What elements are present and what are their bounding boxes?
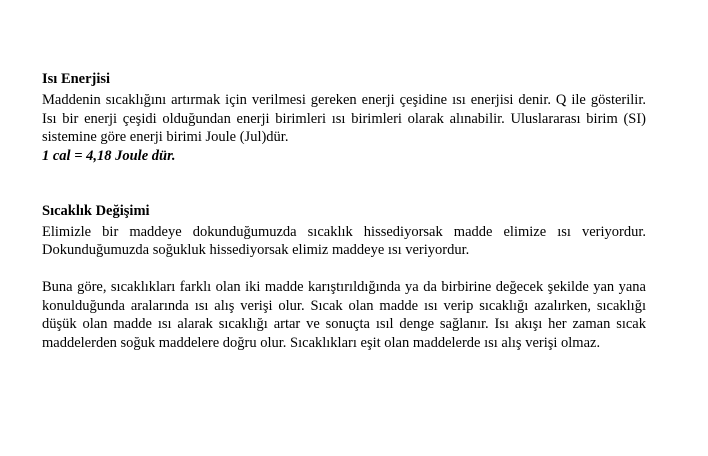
section-paragraph: Buna göre, sıcaklıkları farklı olan iki madde karıştırıldığında ya da birbirine değecek şekilde yan yana konulduğunda aralarında ısı alış verişi olur. Sıcak olan madde ısı verip sıcaklığı azalırken, sıcaklığı düşük olan madde ısı alarak sıcaklığı artar ve sonuçta ısıl denge sağlanır. Isı akışı her zaman sıcak maddelerden soğuk maddelere doğru olur. Sıcaklıkları eşit olan maddelerde ısı alış verişi olmaz. [42, 278, 646, 351]
section-paragraph: Maddenin sıcaklığını artırmak için verilmesi gereken enerji çeşidine ısı enerjisi denir. Q ile gösterilir. Isı bir enerji çeşidi olduğundan enerji birimleri ısı birimleri olarak alınabilir. Uluslararası birim (SI) sistemine göre enerji birimi Joule (Jul)dür. [42, 92, 646, 146]
section-heading: Isı Enerjisi [42, 71, 111, 87]
section-temperature-change [42, 202, 646, 353]
document-page [42, 70, 646, 352]
section-heading: Sıcaklık Değişimi [42, 202, 150, 219]
section-paragraph: Elimizle bir maddeye dokunduğumuzda sıcaklık hissediyorsak madde elimize ısı veriyordur. Dokunduğumuzda soğukluk hissediyorsak elimiz maddeye ısı veriyordur. [42, 223, 646, 259]
formula-text: 1 cal = 4,18 Joule dür. [42, 147, 176, 164]
section-heat-energy [42, 70, 646, 165]
